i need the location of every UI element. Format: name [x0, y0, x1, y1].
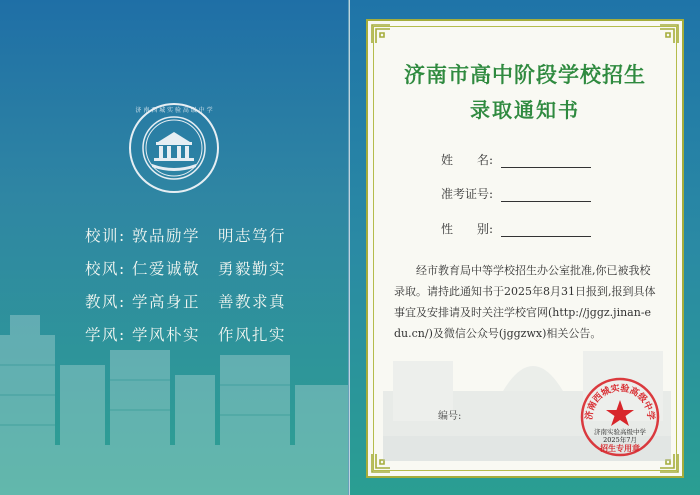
field-label: 姓 名:	[441, 153, 494, 167]
name-field	[441, 151, 591, 168]
blank-line	[501, 188, 591, 202]
svg-text:济南西城实验高级中学: 济南西城实验高级中学	[584, 383, 656, 421]
motto-part-b: 明志笃行	[218, 226, 287, 245]
motto-part-b: 善教求真	[218, 292, 287, 311]
corner-ornament-icon	[371, 24, 391, 44]
motto-part-a: 学风朴实	[132, 325, 201, 344]
field-label: 性 别:	[441, 222, 494, 236]
motto-part-a: 仁爱诚敬	[132, 259, 201, 278]
blank-line	[501, 154, 591, 168]
blank-line	[501, 223, 591, 237]
notice-subtitle: 录取通知书	[470, 98, 580, 122]
motto-row	[85, 284, 286, 317]
motto-row	[85, 317, 286, 350]
exam-number-field	[441, 185, 591, 202]
corner-ornament-icon	[659, 24, 679, 44]
notice-card	[366, 19, 684, 478]
notice-body: 经市教育局中等学校招生办公室批准,你已被我校录取。请持此通知书于2025年8月31日报到,报到具体事宜及安排请及时关注学校官网(http://jggz.jinan-edu.cn/)及微信公众号(jggzwx)相关公告。	[394, 264, 656, 340]
field-label: 准考证号:	[441, 187, 494, 201]
motto-row	[85, 251, 286, 284]
motto-label: 校训:	[85, 226, 126, 245]
notice-right-panel	[350, 0, 700, 495]
official-seal-stamp	[579, 376, 661, 458]
serial-number-label: 编号:	[438, 411, 462, 422]
svg-text:招生专用章: 招生专用章	[600, 443, 640, 453]
motto-part-a: 学高身正	[132, 292, 201, 311]
notice-title: 济南市高中阶段学校招生	[404, 62, 646, 87]
motto-label: 学风:	[85, 325, 126, 344]
motto-row	[85, 218, 286, 251]
svg-text:济南实验高级中学: 济南实验高级中学	[594, 428, 646, 436]
school-mottos	[85, 218, 286, 350]
motto-label: 校风:	[85, 259, 126, 278]
svg-text:2025年7月: 2025年7月	[603, 436, 637, 444]
motto-part-a: 敦品励学	[132, 226, 201, 245]
cover-left-panel	[0, 0, 348, 495]
motto-part-b: 勇毅勤实	[218, 259, 287, 278]
motto-part-b: 作风扎实	[218, 325, 287, 344]
gender-field	[441, 220, 591, 237]
svg-text:济 南 西 城 实 验 高 级 中 学: 济 南 西 城 实 验 高 级 中 学	[135, 107, 213, 114]
motto-label: 教风:	[85, 292, 126, 311]
school-emblem	[128, 102, 220, 194]
